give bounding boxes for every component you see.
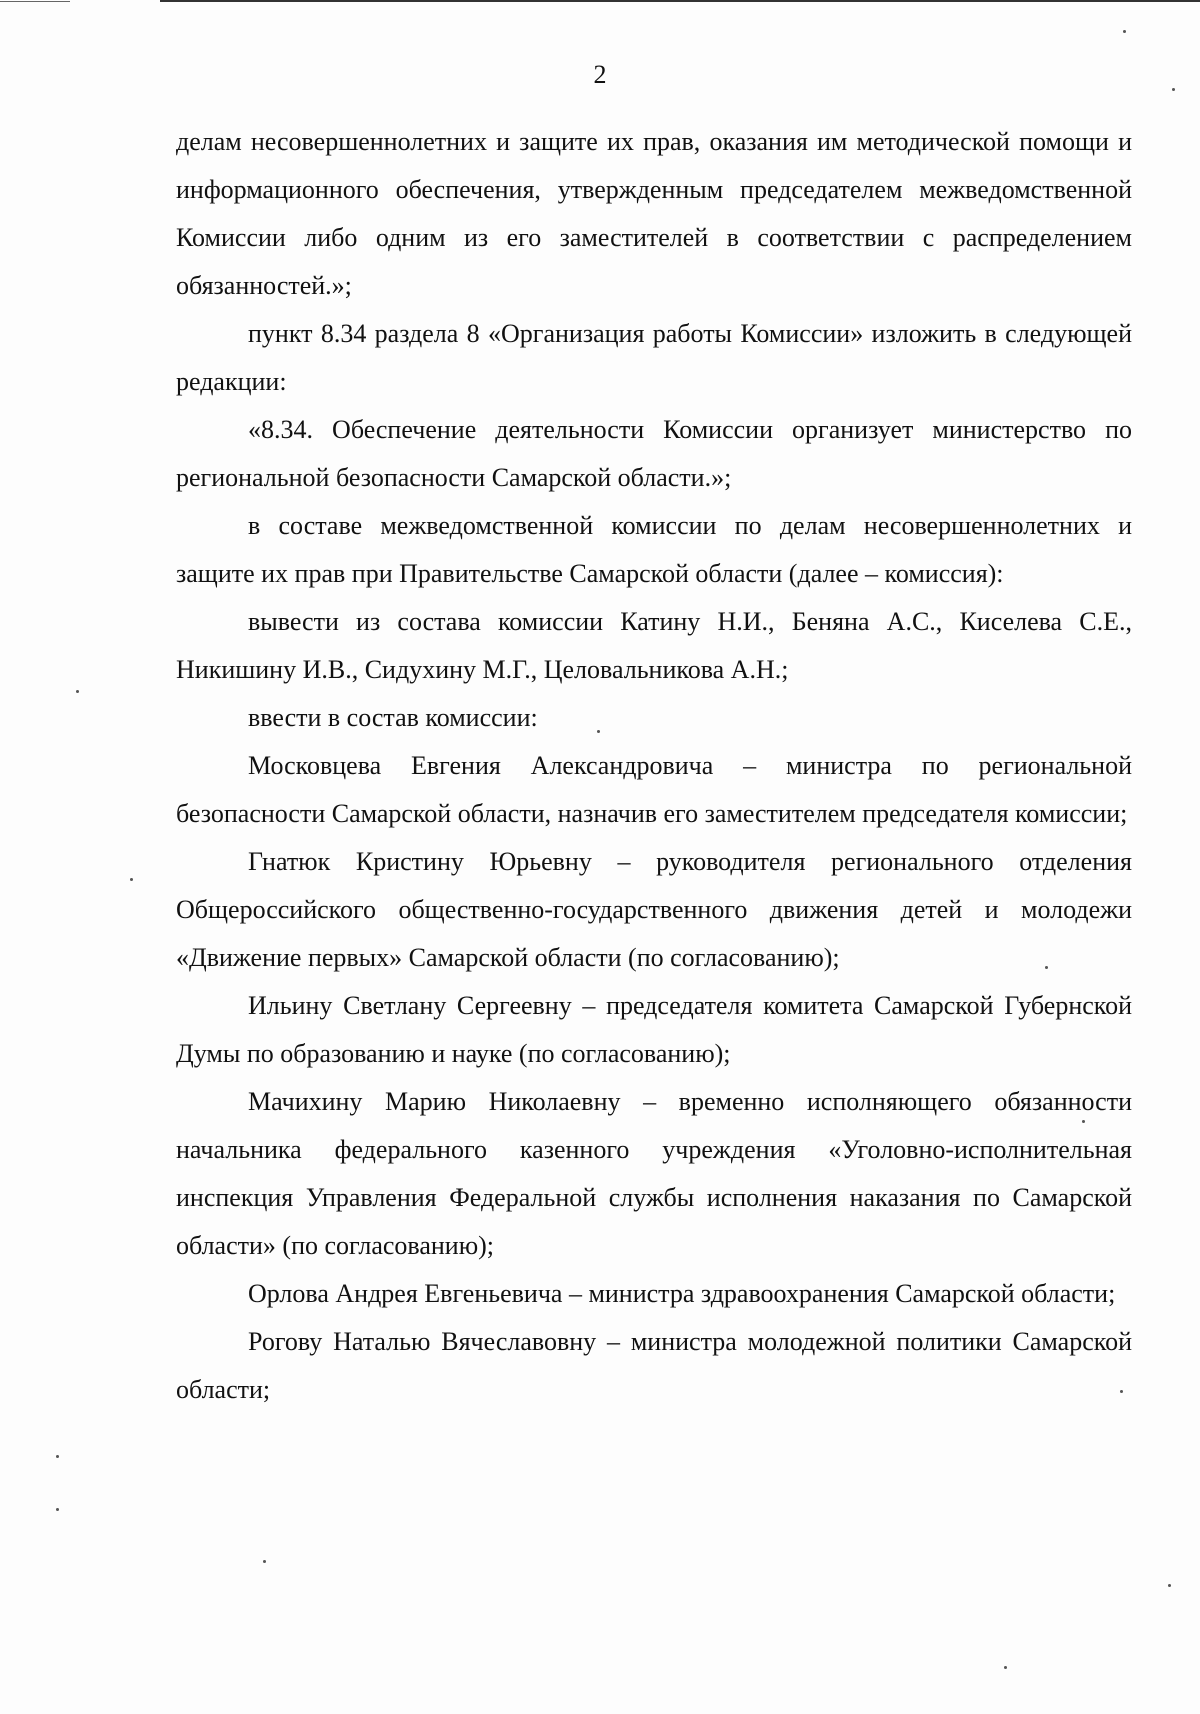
paragraph-clause-8-34-text: «8.34. Обеспечение деятельности Комиссии организует министерство по региональной безопасности Самарской области.»; <box>176 415 1132 492</box>
paragraph-member-rogova: Рогову Наталью Вячеславовну – министра молодежной политики Самарской области; <box>176 1327 1132 1404</box>
document-body <box>176 118 1132 1414</box>
paragraph-member-orlov: Орлова Андрея Евгеньевича – министра здравоохранения Самарской области; <box>248 1279 1116 1308</box>
scan-edge-line <box>160 0 1200 2</box>
scan-speck <box>1168 1584 1171 1587</box>
paragraph-remove-members: вывести из состава комиссии Катину Н.И., Беняна А.С., Киселева С.Е., Никишину И.В., Сидухину М.Г., Целовальникова А.Н.; <box>176 607 1132 684</box>
scan-speck <box>76 690 79 693</box>
paragraph-add-members-intro: ввести в состав комиссии: <box>248 703 538 732</box>
scan-speck <box>1123 30 1126 33</box>
paragraph-member-ilina: Ильину Светлану Сергеевну – председателя комитета Самарской Губернской Думы по образованию и науке (по согласованию); <box>176 991 1132 1068</box>
scan-speck <box>56 1455 59 1458</box>
scan-edge-line-left <box>0 1 70 2</box>
scan-speck <box>1120 1390 1123 1393</box>
page-number: 2 <box>593 60 607 89</box>
scan-speck <box>1082 1120 1085 1123</box>
scan-speck <box>56 1508 59 1511</box>
paragraph-member-machikhina: Мачихину Марию Николаевну – временно исполняющего обязанности начальника федерального казенного учреждения «Уголовно-исполнительная инспекция Управления Федеральной службы исполнения наказания по Самарской области» (по согласованию); <box>176 1087 1132 1260</box>
scan-speck <box>130 878 133 881</box>
scan-speck <box>597 730 600 733</box>
paragraph-member-moskovtsev: Московцева Евгения Александровича – министра по региональной безопасности Самарской области, назначив его заместителем председателя комиссии; <box>176 751 1132 828</box>
paragraph-continuation: делам несовершеннолетних и защите их прав, оказания им методической помощи и информационного обеспечения, утвержденным председателем межведомственной Комиссии либо одним из его заместителей в соответствии с распределением обязанностей.»; <box>176 127 1132 300</box>
paragraph-clause-8-34-intro: пункт 8.34 раздела 8 «Организация работы Комиссии» изложить в следующей редакции: <box>176 319 1132 396</box>
paragraph-commission-composition: в составе межведомственной комиссии по делам несовершеннолетних и защите их прав при Правительстве Самарской области (далее – комиссия): <box>176 511 1132 588</box>
scan-speck <box>1004 1666 1007 1669</box>
scan-speck <box>1045 966 1048 969</box>
scan-speck <box>1172 88 1175 91</box>
scan-speck <box>263 1560 266 1563</box>
paragraph-member-gnatyuk: Гнатюк Кристину Юрьевну – руководителя регионального отделения Общероссийского общественно-государственного движения детей и молодежи «Движение первых» Самарской области (по согласованию); <box>176 847 1132 972</box>
